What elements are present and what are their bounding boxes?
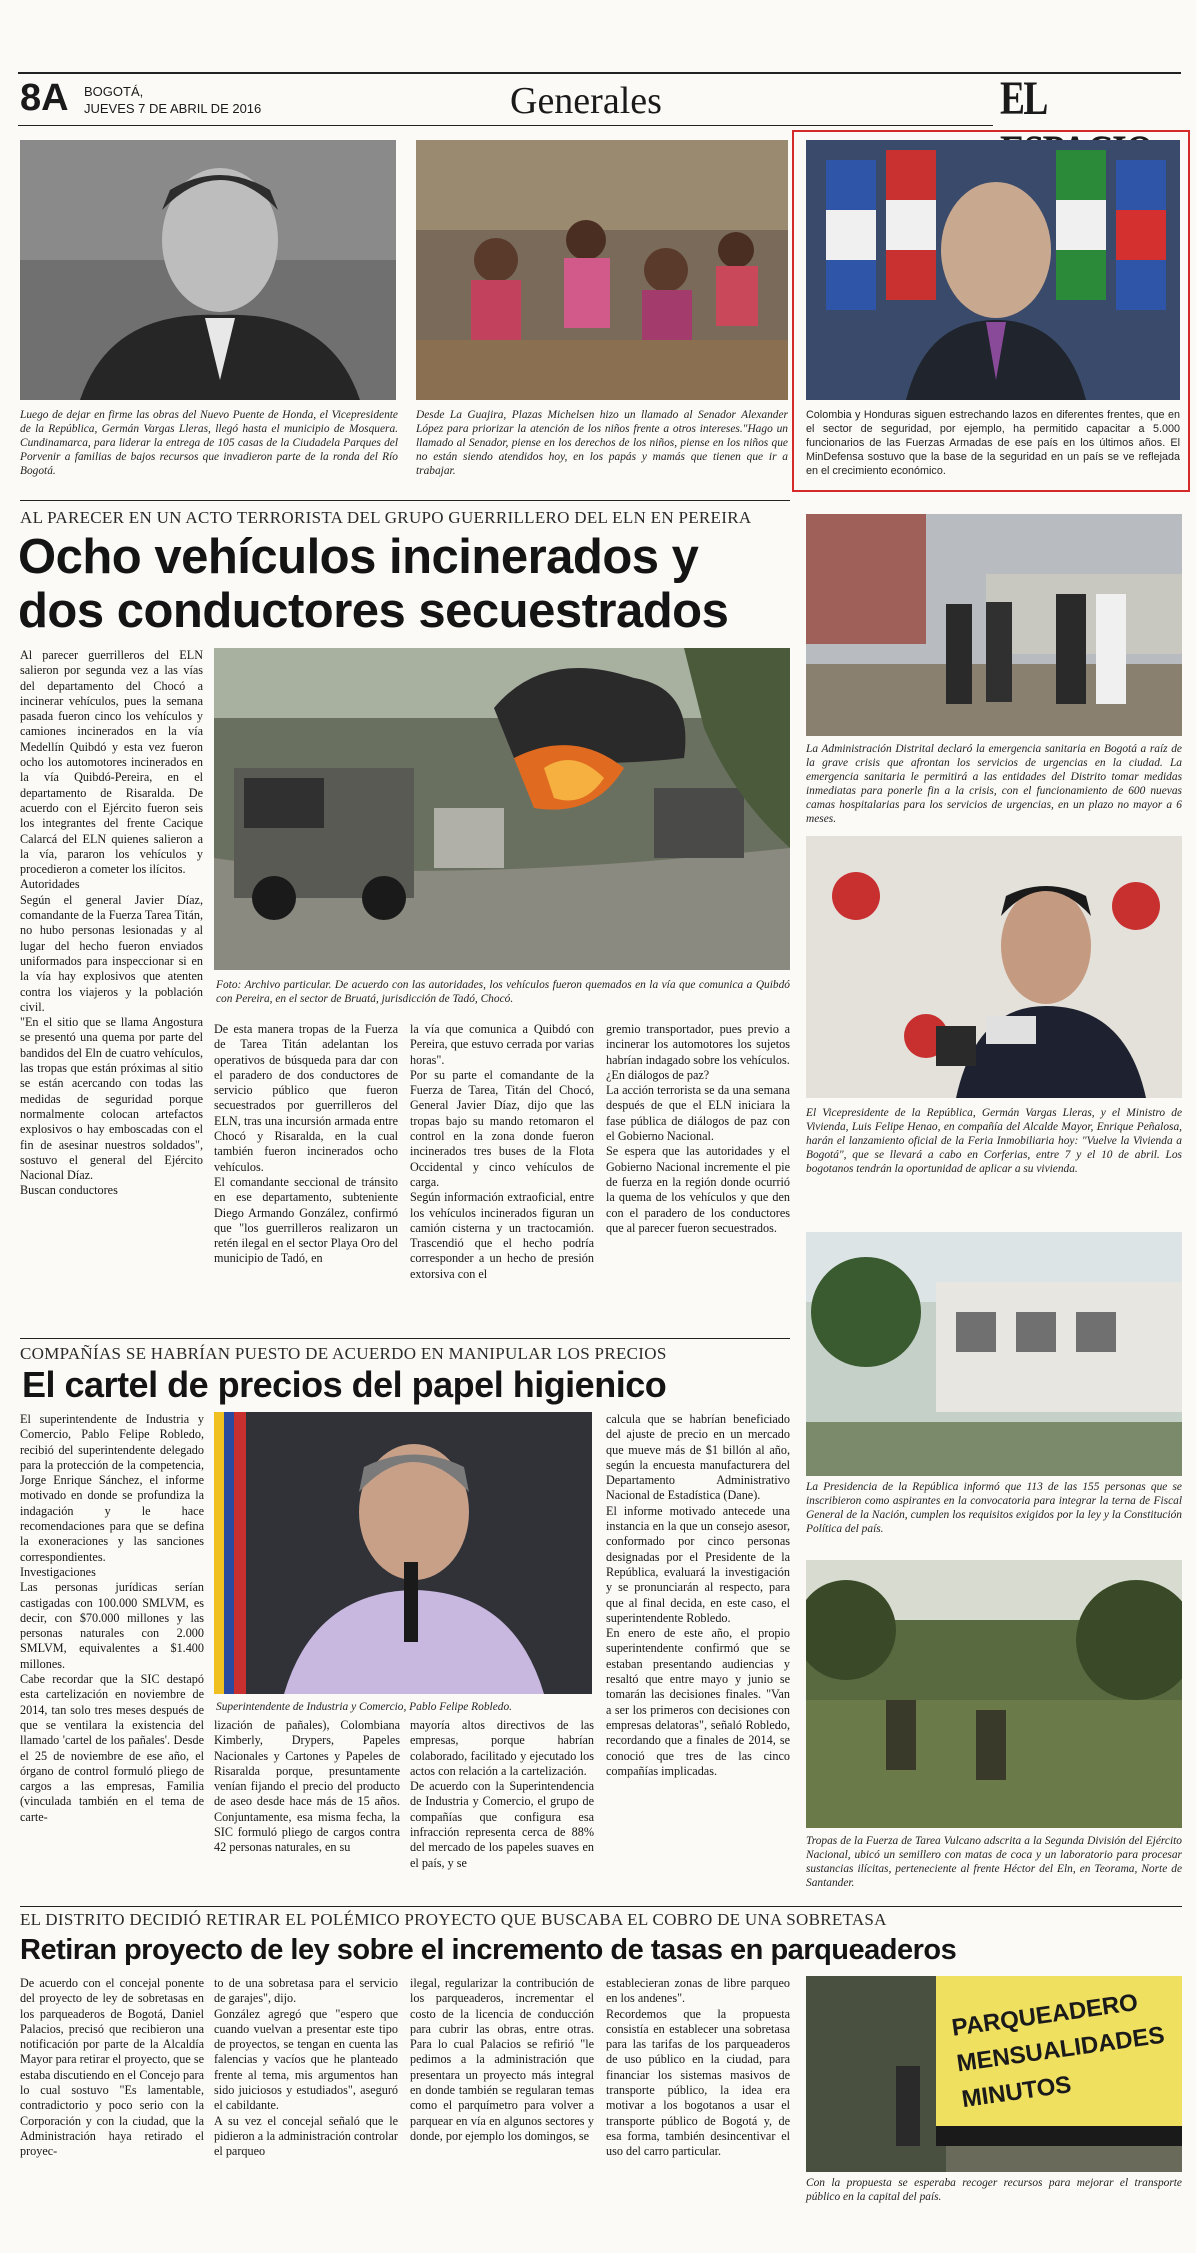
photo-coca-troops [806, 1560, 1182, 1828]
body-text: Las personas jurídicas serían castigadas con 100.000 SMLVM, es decir, con $70.000 millones y las personas naturales con 2.000 SMLVM, equivalentes a $1.400 millones. [20, 1580, 204, 1671]
photo-robledo [214, 1412, 592, 1694]
body-text: establecieran zonas de libre parqueo en los andenes". [606, 1976, 790, 2006]
body-text: mayoría altos directivos de las empresas, porque habrían colaborado, facilitado y ejecutado los actos con relación a la cartelización. [410, 1718, 594, 1778]
photo-burning-vehicles [214, 648, 790, 970]
dateline-city: BOGOTÁ, [84, 84, 144, 99]
photo-vargas-lleras [20, 140, 396, 400]
body-text: El comandante seccional de tránsito en ese departamento, subteniente Diego Armando González, confirmó que "los guerrilleros realizaron un retén ilegal en el sector Playa Oro del municipio de Tadó, en [214, 1174, 398, 1266]
article2-headline: El cartel de precios del papel higienico [22, 1364, 667, 1405]
article2-col4 [606, 1412, 790, 1779]
section-title: Generales [510, 80, 662, 122]
parking-sign-text: PARQUEADERO MENSUALIDADES MINUTOS [950, 1988, 1167, 2114]
article1-col3 [410, 1022, 594, 1282]
caption-vargas-lleras: Luego de dejar en firme las obras del Nuevo Puente de Honda, el Vicepresidente de la República, Germán Vargas Lleras, llegó hasta el municipio de Mosquera. Cundinamarca, para liderar la entrega de 105 casas de la Ciudadela Parques del Porvenir a familias de bajos recursos que invadieron parte de la ronda del Río Bogotá. [20, 409, 398, 477]
subhead: Autoridades [20, 877, 80, 892]
page-number: 8A [20, 77, 69, 119]
caption-emergencia: La Administración Distrital declaró la emergencia sanitaria en Bogotá a raíz de la grave crisis que afrontan los servicios de urgencias en la ciudad. La emergencia sanitaria le permitirá a las entidades del Distrito tomar medidas inmediatas para ponerle fin a la crisis, con el funcionamiento de 600 nuevas camas hospitalarias para los servicios de urgencias, en un plazo no mayor a 6 meses. [806, 743, 1182, 825]
body-text: Se espera que las autoridades y el Gobierno Nacional incremente el pie de fuerza en la región donde ocurrió la quema de los vehículos y que den con el paradero de los conductores que al parecer fueron secuestrados. [606, 1144, 790, 1235]
article1-col2 [214, 1022, 398, 1267]
body-text: De acuerdo con la Superintendencia de Industria y Comercio, el grupo de compañías que configura esa infracción representa cerca de 88% del mercado de los papeles suaves en el país, y se [410, 1779, 594, 1870]
subhead: ¿En diálogos de paz? [606, 1067, 710, 1082]
body-text: la vía que comunica a Quibdó con Pereira, que estuvo cerrada por varias horas". [410, 1022, 594, 1067]
body-text: Cabe recordar que la SIC destapó esta cartelización en noviembre de 2014, tan solo tres meses después de que se ventilara la existencia del llamado 'cartel de los pañales'. Desde el 25 de noviembre de ese año, el órgano de control formuló pliego de cargos a las empresas, Familia (vinculada también en el tema de carte- [20, 1672, 204, 1824]
article3-kicker: EL DISTRITO DECIDIÓ RETIRAR EL POLÉMICO PROYECTO QUE BUSCABA EL COBRO DE UNA SOBRETASA [20, 1910, 887, 1929]
body-text: Según información extraoficial, entre los vehículos incinerados figuran un camión cisterna y un tractocamión. Trascendió que el hecho podría corresponder a un hecho de presión extorsiva con el [410, 1190, 594, 1281]
article1-col4 [606, 1022, 790, 1236]
body-text: Según el general Javier Díaz, comandante de la Fuerza Tarea Titán, no hubo personas lesionadas y al lugar del hecho fueron enviados uniformados para inspeccionar si en la vía hay explosivos que atenten contra los viajeros y la población civil. [20, 892, 203, 1014]
subhead: Investigaciones [20, 1564, 96, 1579]
body-text: to de una sobretasa para el servicio de garajes", dijo. [214, 1976, 398, 2006]
body-text: A su vez el concejal señaló que le pidieron a la administración controlar el parqueo [214, 2113, 398, 2159]
subhead: Buscan conductores [20, 1183, 118, 1198]
body-text: "En el sitio que se llama Angostura se presentó una quema por parte del bandidos del Eln de cuatro vehículos, las tropas que están próximas al sitio se están acercando con todas las medidas de seguridad porque normalmente colocan artefactos explosivos o hay emboscadas con el fin de asesinar nuestros soldados", sostuvo el general del Ejército Nacional Díaz. [20, 1015, 203, 1183]
article2-col2 [214, 1718, 400, 1856]
caption-mindefensa: Colombia y Honduras siguen estrechando lazos en diferentes frentes, que en el sector de seguridad, por ejemplo, ha permitido capacitar a 5.000 funcionarios de las Fuerzas Armadas de ese país en los últimos años. El MinDefensa sostuvo que la base de la seguridad en un país se ve reflejada en el crecimiento económico. [806, 409, 1180, 477]
body-text: gremio transportador, pues previo a incinerar los automotores los sujetos habrían indagado sobre los vehículos. [606, 1022, 790, 1067]
article2-photo-caption: Superintendente de Industria y Comercio, Pablo Felipe Robledo. [216, 1701, 512, 1713]
body-text: En enero de este año, el propio superintendente confirmó que se estaban presentando audiencias y resaltó que entre mayo y junio se tomarán las decisiones finales. "Van a ser los primeros con decisiones con empresas delatoras", señaló Robledo, recordando que a finales de 2014, se conoció que tres de las cinco compañías implicadas. [606, 1626, 790, 1778]
photo-hospital-officials [806, 514, 1182, 736]
article2-kicker: COMPAÑÍAS SE HABRÍAN PUESTO DE ACUERDO EN MANIPULAR LOS PRECIOS [20, 1344, 667, 1363]
body-text: De esta manera tropas de la Fuerza de Tarea Titán adelantan los operativos de búsqueda para dar con el paradero de dos conductores de servicio público que fueron secuestrados por guerrilleros del ELN, tras una incursión armada entre Chocó y Risaralda, en la cual también fueron incinerados ocho vehículos. [214, 1022, 398, 1174]
article1-kicker: AL PARECER EN UN ACTO TERRORISTA DEL GRUPO GUERRILLERO DEL ELN EN PEREIRA [20, 508, 752, 527]
body-text: Al parecer guerrilleros del ELN salieron por segunda vez a las vías del departamento del Chocó a incinerar vehículos, pues la semana pasada fueron cinco los vehículos y camiones incinerados en la vía Medellín Quibdó y esta vez fueron ocho los automotores incinerados en la vía Quibdó-Pereira, en el departamento de Risaralda. De acuerdo con el Ejército fueron seis los integrantes del frente Cacique Calarcá del ELN quienes salieron a la vía, pararon los vehículos y procedieron a cometer los ilícitos. [20, 648, 203, 877]
body-text: Por su parte el comandante de la Fuerza de Tarea, Titán del Chocó, General Javier Díaz, dijo que las tropas bajo su mando retomaron el control en la zona donde fueron incinerados tres buses de la Flota Occidental y cinco vehículos de carga. [410, 1067, 594, 1189]
body-text: González agregó que "espero que cuando vuelvan a presentar este tipo de proyectos, se tengan en cuenta las falencias y vacíos que he planteado frente al tema, mis argumentos han sido juiciosos y estudiados", aseguró el cabildante. [214, 2006, 398, 2113]
caption-vivienda: El Vicepresidente de la República, Germán Vargas Lleras, y el Ministro de Vivienda, Luis Felipe Henao, en compañía del Alcalde Mayor, Enrique Peñalosa, harán el lanzamiento oficial de la Feria Inmobiliaria hoy: "Vuelve la Vivienda a Bogotá", que se llevará a cabo en Corferias, entre 7 y el 10 de abril. Los bogotanos tendrán la oportunidad de aplicar a su vivienda. [806, 1107, 1182, 1175]
body-text: El superintendente de Industria y Comercio, Pablo Felipe Robledo, recibió del superintendente delegado para la protección de la competencia, Jorge Enrique Sánchez, el informe motivado en donde se profundiza la indagación y le hace recomendaciones para que se defina la exoneraciones y las sanciones correspondientes. [20, 1412, 204, 1564]
caption-guajira: Desde La Guajira, Plazas Michelsen hizo un llamado al Senador Alexander López para priorizar la atención de los niños frente a otros intereses."Hago un llamado al Senador, piense en los derechos de los niños, piense en los niños que no están siendo atendidos hoy, en los papás y mamás que tienen que ir a trabajar. [416, 409, 788, 477]
paper-logo: EL [1000, 72, 1045, 125]
photo-casa-narino [806, 1232, 1182, 1476]
photo-minister-vivienda [806, 836, 1182, 1098]
body-text: ilegal, regularizar la contribución de los parqueaderos, incrementar el costo de la licencia de conducción para cubrir las obras, entre otras. Para lo cual Palacios se refirió "le pedimos a la administración que presentara un proyecto más integral en donde también se regularan temas como el parquímetro para volver a parquear en vía en algunos sectores y donde, por ejemplo los domingos, se [410, 1976, 594, 2143]
photo-mindefensa [806, 140, 1180, 400]
article3-photo-caption: Con la propuesta se esperaba recoger recursos para mejorar el transporte público en la capital del país. [806, 2177, 1182, 2203]
caption-fiscal: La Presidencia de la República informó que 113 de las 155 personas que se inscribieron como aspirantes en la convocatoria para integrar la terna de Fiscal General de la Nación, cumplen los requisitos exigidos por la ley y la Constitución Política del país. [806, 1481, 1182, 1535]
article3-col3 [410, 1976, 594, 2144]
body-text: Recordemos que la propuesta consistía en establecer una sobretasa para las tarifas de los parqueaderos de uso público en la ciudad, para financiar los sistemas masivos de transporte público, la idea era motivar a los bogotanos a usar el transporte público de Bogotá y, de esa forma, también desincentivar el uso del carro particular. [606, 2006, 790, 2159]
dateline-date: JUEVES 7 DE ABRIL DE 2016 [84, 101, 262, 116]
article1-headline-line2: dos conductores secuestrados [18, 584, 729, 638]
body-text: De acuerdo con el concejal ponente del proyecto de ley de sobretasas en los parqueaderos de Bogotá, Daniel Palacios, precisó que recibieron una notificación por parte de la Alcaldía Mayor para retirar el proyecto, que se estaba discutiendo en el Concejo para lo cual sostuvo "Es lamentable, contradictorio y poco serio con la Corporación y con la ciudad, que la Administración haya retirado el proyec- [20, 1976, 204, 2159]
article2-rule [20, 1338, 790, 1339]
article1-headline-line1: Ocho vehículos incinerados y [18, 530, 699, 584]
body-text: La acción terrorista se da una semana después de que el ELN iniciara la fase pública de diálogos de paz con el Gobierno Nacional. [606, 1083, 790, 1144]
article3-col2 [214, 1976, 398, 2160]
article2-col1 [20, 1412, 204, 1825]
article2-col3 [410, 1718, 594, 1871]
photo-guajira-children [416, 140, 788, 400]
caption-vulcano: Tropas de la Fuerza de Tarea Vulcano adscrita a la Segunda División del Ejército Nacional, ubicó un semillero con matas de coca y un laboratorio para procesar sustancias ilícitas, perteneciente al frente Héctor del Eln, en Teorama, Norte de Santander. [806, 1835, 1182, 1889]
article1-rule [20, 500, 790, 501]
article3-col4 [606, 1976, 790, 2160]
article1-col1 [20, 648, 203, 1199]
masthead-rule [18, 125, 993, 126]
body-text: El informe motivado antecede una instancia en la que un consejo asesor, conformado por cinco personas designadas por el Presidente de la República, evaluará la investigación y se pronunciarán al respecto, para que al final decida, en este caso, el superintendente Robledo. [606, 1503, 790, 1625]
body-text: calcula que se habrían beneficiado del ajuste de precio en un mercado que mueve más de $1 billón al año, según la encuesta manufacturera del Departamento Administrativo Nacional de Estadística (Dane). [606, 1412, 790, 1503]
photo-parqueadero [806, 1976, 1182, 2172]
body-text: lización de pañales), Colombiana Kimberly, Drypers, Papeles Nacionales y Cartones y Papeles de Risaralda porque, presuntamente venían fijando el precio del producto de aseo desde hace más de 15 años. Conjuntamente, esa misma fecha, la SIC formuló pliego de cargos contra 42 personas naturales, en su [214, 1718, 400, 1855]
article3-headline: Retiran proyecto de ley sobre el incremento de tasas en parqueaderos [20, 1934, 957, 1966]
article3-rule [20, 1906, 1182, 1907]
article3-col1 [20, 1976, 204, 2160]
article1-photo-caption: Foto: Archivo particular. De acuerdo con las autoridades, los vehículos fueron quemados en la vía que comunica a Quibdó con Pereira, en el sector de Bruatá, jurisdicción de Tadó, Chocó. [216, 979, 790, 1005]
